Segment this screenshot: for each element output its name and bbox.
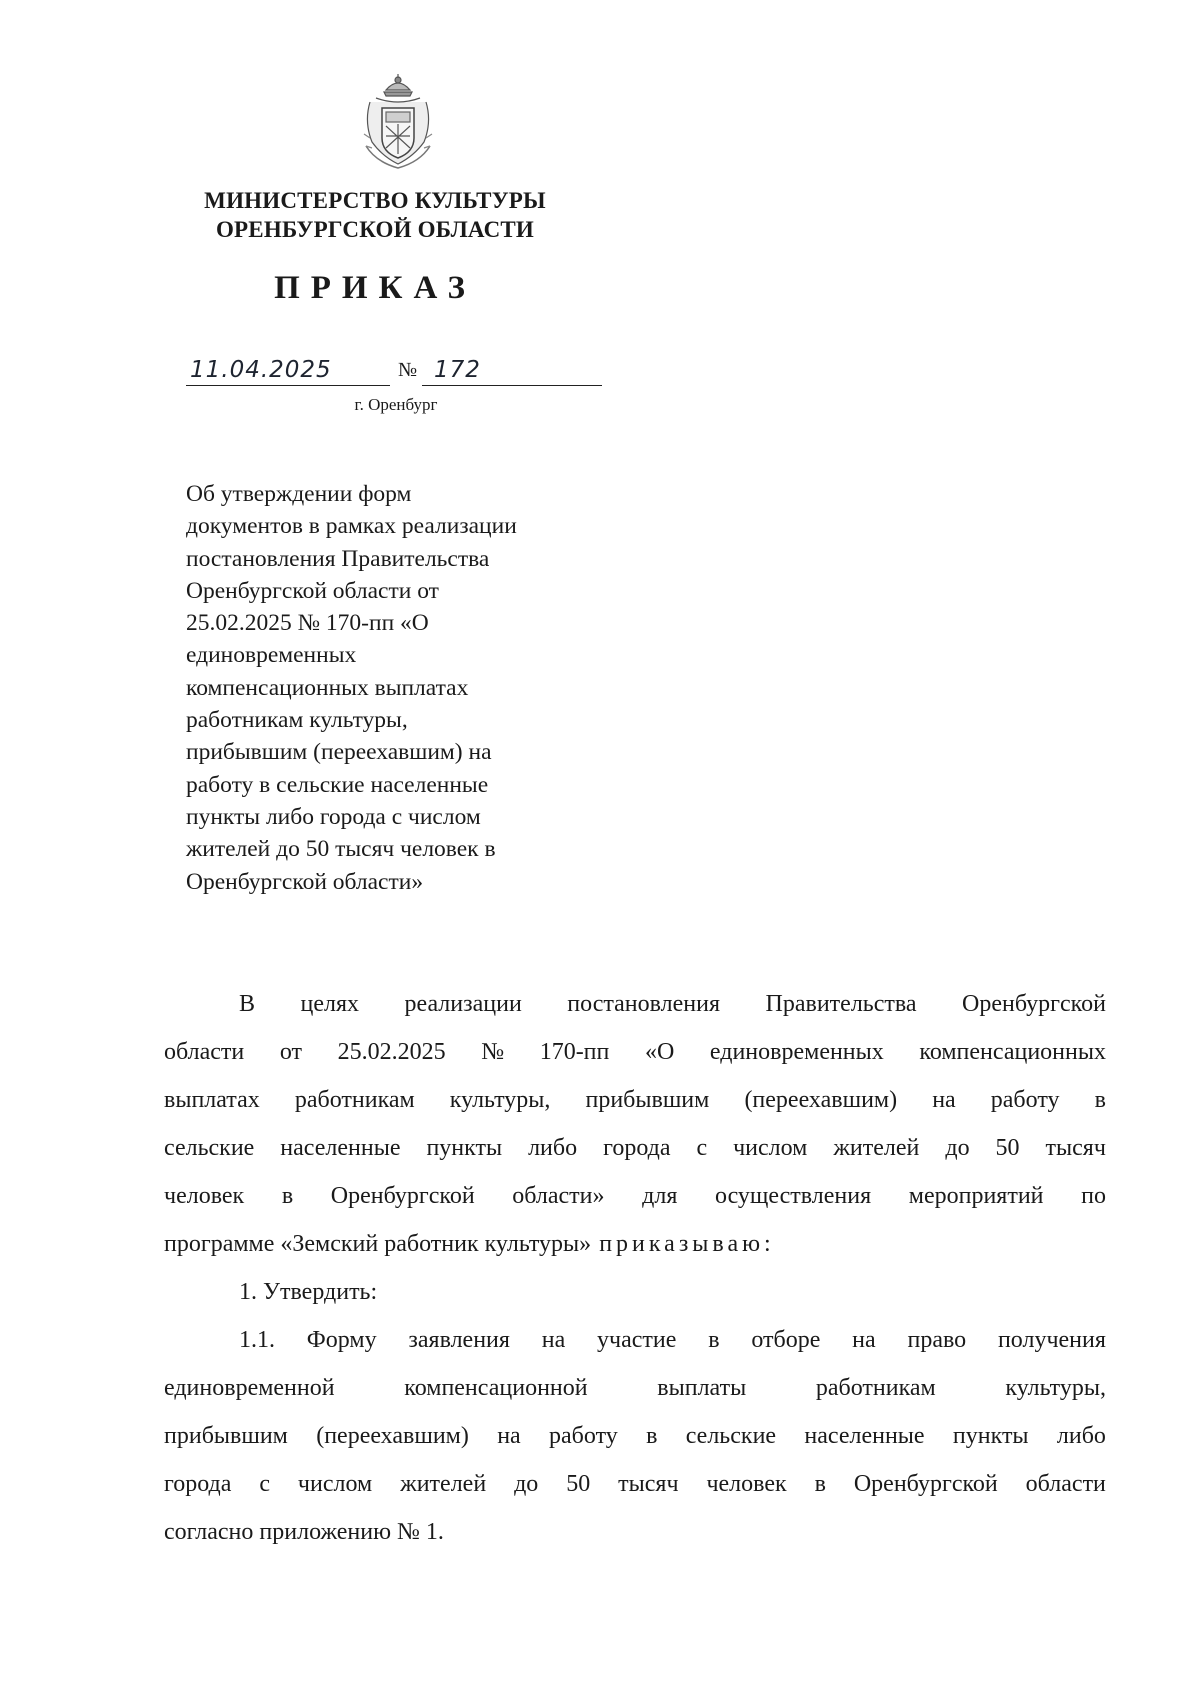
subject-line: пункты либо города с числом xyxy=(186,803,481,830)
word: участие xyxy=(597,1327,677,1353)
word: населенные xyxy=(804,1423,925,1449)
word: человек xyxy=(706,1471,787,1497)
word: работу xyxy=(549,1423,618,1449)
word: области» xyxy=(512,1183,605,1209)
word: числом xyxy=(297,1471,373,1497)
word: Оренбургской xyxy=(853,1471,998,1497)
word: мероприятий xyxy=(908,1183,1044,1209)
word: сельские xyxy=(164,1135,255,1161)
word: области xyxy=(1025,1471,1106,1497)
body-text xyxy=(164,980,1106,1556)
word: (переехавшим) xyxy=(744,1087,898,1113)
word: с xyxy=(696,1135,708,1161)
word: сельские xyxy=(685,1423,777,1449)
word: 50 xyxy=(566,1471,591,1497)
word: заявления xyxy=(408,1327,510,1353)
word: 1.1. xyxy=(239,1327,275,1353)
word: города xyxy=(603,1135,671,1161)
word: числом xyxy=(733,1135,808,1161)
word: по xyxy=(1081,1183,1106,1209)
word: от xyxy=(279,1039,302,1065)
subject-line: жителей до 50 тысяч человек в xyxy=(186,836,496,863)
word: 50 xyxy=(995,1135,1020,1161)
word: культуры, xyxy=(449,1087,551,1113)
word: компенсационных xyxy=(919,1039,1106,1065)
word: № xyxy=(481,1039,505,1065)
justified-line xyxy=(164,1028,1106,1076)
subject-line: работу в сельские населенные xyxy=(186,771,489,798)
subject-line: Оренбургской области от xyxy=(186,577,439,604)
word: выплаты xyxy=(657,1375,747,1401)
word: либо xyxy=(528,1135,578,1161)
justified-line xyxy=(164,1076,1106,1124)
word: в xyxy=(281,1183,294,1209)
word: постановления xyxy=(567,991,721,1017)
paragraph-item-1-1 xyxy=(164,1316,1106,1508)
justified-line xyxy=(164,1364,1106,1412)
word: человек xyxy=(164,1183,245,1209)
ministry-line-1: МИНИСТЕРСТВО КУЛЬТУРЫ xyxy=(204,188,546,213)
word: Правительства xyxy=(765,991,917,1017)
word: 170-пп xyxy=(539,1039,610,1065)
word: культуры, xyxy=(1005,1375,1106,1401)
word: получения xyxy=(997,1327,1106,1353)
document-type-title: ПРИКАЗ xyxy=(274,270,476,306)
justified-line xyxy=(164,1460,1106,1508)
subject-line: работникам культуры, xyxy=(186,707,408,734)
word: (переехавшим) xyxy=(316,1423,469,1449)
subject-line: компенсационных выплатах xyxy=(186,674,469,701)
word: до xyxy=(945,1135,970,1161)
word: области xyxy=(164,1039,245,1065)
word: в xyxy=(708,1327,720,1353)
item-1: 1. Утвердить: xyxy=(239,1279,378,1305)
justified-line xyxy=(164,1412,1106,1460)
justified-line xyxy=(164,1316,1106,1364)
word: «О xyxy=(644,1039,675,1065)
word: компенсационной xyxy=(404,1375,588,1401)
word: города xyxy=(164,1471,232,1497)
subject-block xyxy=(186,478,606,898)
word: тысяч xyxy=(618,1471,679,1497)
word: для xyxy=(642,1183,678,1209)
order-date: 11.04.2025 xyxy=(190,357,332,383)
word: выплатах xyxy=(164,1087,260,1113)
justified-line xyxy=(164,980,1106,1028)
subject-line: постановления Правительства xyxy=(186,545,490,572)
item-1-1-last-line: согласно приложению № 1. xyxy=(164,1519,444,1545)
city-name: г. Оренбург xyxy=(354,395,438,414)
justified-line xyxy=(164,1220,1106,1268)
justified-line xyxy=(164,1172,1106,1220)
word: единовременной xyxy=(164,1375,335,1401)
subject-line: прибывшим (переехавшим) на xyxy=(186,739,492,766)
word: тысяч xyxy=(1045,1135,1106,1161)
paragraph-preamble xyxy=(164,980,1106,1220)
word: на xyxy=(852,1327,876,1353)
word: В xyxy=(239,991,256,1017)
subject-line: документов в рамках реализации xyxy=(186,513,517,540)
word: населенные xyxy=(280,1135,401,1161)
subject-line: Оренбургской области» xyxy=(186,868,424,895)
header-block xyxy=(160,186,590,307)
word: жителей xyxy=(400,1471,487,1497)
word: отборе xyxy=(751,1327,821,1353)
word: жителей xyxy=(833,1135,920,1161)
word: либо xyxy=(1056,1423,1106,1449)
word: работу xyxy=(990,1087,1060,1113)
order-number: 172 xyxy=(434,357,481,383)
word: Оренбургской xyxy=(330,1183,475,1209)
date-number-line xyxy=(186,355,606,389)
word: целях xyxy=(300,991,360,1017)
word: реализации xyxy=(404,991,522,1017)
word: работникам xyxy=(294,1087,415,1113)
ministry-name xyxy=(160,186,590,244)
word: право xyxy=(907,1327,967,1353)
justified-line xyxy=(164,1124,1106,1172)
decree-word: приказываю: xyxy=(599,1231,775,1257)
date-field xyxy=(186,355,390,386)
ministry-line-2: ОРЕНБУРГСКОЙ ОБЛАСТИ xyxy=(215,217,535,242)
coat-of-arms-icon xyxy=(356,72,440,172)
word: прибывшим xyxy=(585,1087,710,1113)
word: на xyxy=(541,1327,566,1353)
word: пункты xyxy=(952,1423,1029,1449)
word: на xyxy=(932,1087,956,1113)
justified-line xyxy=(164,1508,1106,1556)
preamble-last-line: программе «Земский работник культуры» xyxy=(164,1231,592,1257)
word: до xyxy=(514,1471,539,1497)
subject-line: Об утверждении форм xyxy=(186,481,412,507)
subject-line: 25.02.2025 № 170-пп «О xyxy=(186,610,429,637)
word: в xyxy=(646,1423,658,1449)
word: 25.02.2025 xyxy=(337,1039,446,1065)
word: пункты xyxy=(426,1135,503,1161)
word: прибывшим xyxy=(164,1423,288,1449)
word: в xyxy=(814,1471,826,1497)
word: на xyxy=(497,1423,521,1449)
subject-line: единовременных xyxy=(186,642,357,669)
word: с xyxy=(259,1471,270,1497)
coat-of-arms-emblem xyxy=(356,72,440,172)
word: работникам xyxy=(815,1375,936,1401)
word: в xyxy=(1094,1087,1106,1113)
word: осуществления xyxy=(714,1183,872,1209)
word: единовременных xyxy=(709,1039,884,1065)
number-field xyxy=(422,355,602,386)
word: Форму xyxy=(306,1327,377,1353)
word: Оренбургской xyxy=(962,991,1106,1017)
number-label: № xyxy=(398,359,418,381)
